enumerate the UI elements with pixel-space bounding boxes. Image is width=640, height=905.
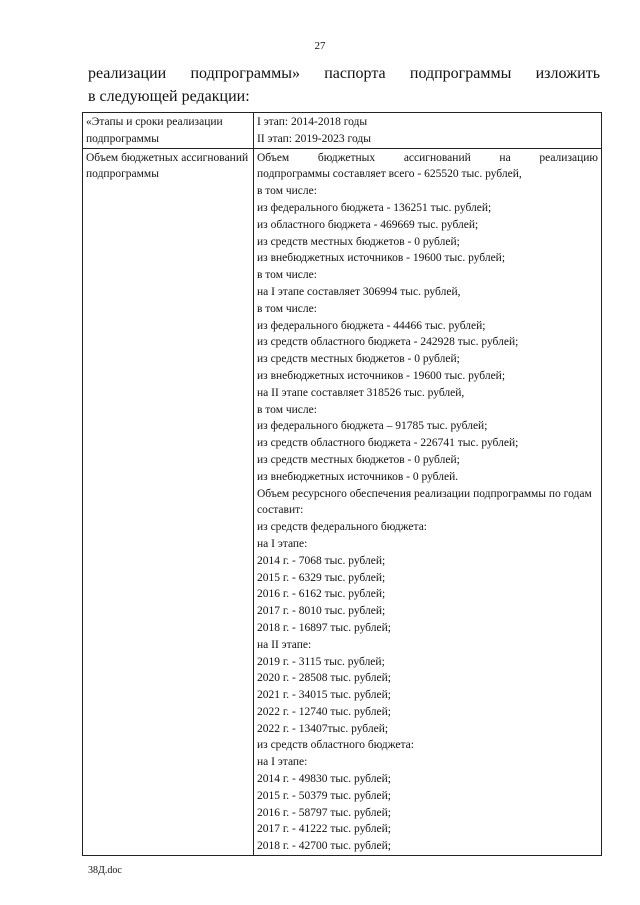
passport-table-container [82, 112, 602, 856]
stage-1: I этап: 2014-2018 годы [257, 116, 368, 128]
budget-line: 2016 г. - 58797 тыс. рублей; [257, 806, 391, 819]
budget-line: из средств местных бюджетов - 0 рублей; [257, 235, 460, 248]
budget-line: из федерального бюджета - 44466 тыс. рублей; [257, 319, 486, 332]
intro-line-1 [88, 62, 600, 85]
budget-line: из средств местных бюджетов - 0 рублей; [257, 453, 460, 466]
budget-line: из средств областного бюджета: [257, 739, 414, 752]
budget-word: бюджетных [317, 151, 376, 164]
stages-value-cell [254, 113, 602, 149]
budget-line: из внебюджетных источников - 19600 тыс. рублей; [257, 369, 506, 382]
budget-label-cell [83, 148, 254, 855]
budget-line: 2022 г. - 13407тыс. рублей; [257, 722, 389, 735]
budget-line: 2015 г. - 6329 тыс. рублей; [257, 571, 386, 584]
budget-word: ассигнований [403, 151, 471, 164]
budget-line: в том числе: [257, 302, 317, 315]
budget-line: 2015 г. - 50379 тыс. рублей; [257, 789, 391, 802]
budget-line: из внебюджетных источников - 19600 тыс. рублей; [257, 252, 506, 265]
budget-line: подпрограммы составляет всего - 625520 тыс. рублей, [257, 168, 522, 181]
footer-filename: 38Д.doc [88, 865, 122, 876]
budget-line: 2018 г. - 16897 тыс. рублей; [257, 621, 391, 634]
intro-word: подпрограммы [409, 65, 512, 82]
stage-2: II этап: 2019-2023 годы [257, 132, 371, 145]
budget-line: 2019 г. - 3115 тыс. рублей; [257, 655, 385, 668]
budget-line: из средств областного бюджета - 242928 тыс. рублей; [257, 336, 519, 349]
budget-word: реализацию [539, 151, 598, 164]
stages-label: «Этапы и сроки реализации подпрограммы [86, 116, 223, 145]
budget-line: на II этапе: [257, 638, 312, 651]
intro-line-2: в следующей редакции: [88, 88, 250, 105]
budget-line: из федерального бюджета – 91785 тыс. рублей; [257, 420, 488, 433]
budget-first-line [257, 150, 598, 167]
budget-line: на II этапе составляет 318526 тыс. рублей, [257, 386, 465, 399]
budget-line: 2017 г. - 41222 тыс. рублей; [257, 823, 391, 836]
budget-line: в том числе: [257, 403, 317, 416]
budget-label: Объем бюджетных ассигнований подпрограммы [86, 151, 249, 181]
intro-word: подпрограммы» [190, 65, 300, 82]
budget-lines [257, 166, 598, 855]
budget-word: на [499, 151, 511, 164]
budget-line: из средств федерального бюджета: [257, 521, 427, 534]
budget-line: из федерального бюджета - 136251 тыс. рублей; [257, 201, 492, 214]
budget-line: 2017 г. - 8010 тыс. рублей; [257, 605, 386, 618]
intro-word: изложить [535, 65, 600, 82]
budget-line: из средств местных бюджетов - 0 рублей; [257, 353, 460, 366]
table-row-stages [83, 113, 602, 149]
budget-line: в том числе: [257, 269, 317, 282]
stages-label-cell [83, 113, 254, 149]
budget-line: на I этапе: [257, 756, 308, 769]
budget-value-cell [254, 148, 602, 855]
budget-line: в том числе: [257, 185, 317, 198]
budget-line: 2020 г. - 28508 тыс. рублей; [257, 672, 391, 685]
budget-line: 2016 г. - 6162 тыс. рублей; [257, 588, 386, 601]
intro-word: паспорта [324, 65, 386, 82]
intro-paragraph [88, 62, 600, 108]
passport-table [82, 112, 602, 856]
budget-line: из внебюджетных источников - 0 рублей. [257, 470, 459, 483]
budget-line: 2014 г. - 49830 тыс. рублей; [257, 773, 391, 786]
budget-line: на I этапе составляет 306994 тыс. рублей, [257, 285, 461, 298]
budget-line: на I этапе: [257, 537, 308, 550]
budget-line: Объем ресурсного обеспечения реализации подпрограммы по годам составит: [257, 487, 592, 517]
intro-word: реализации [88, 65, 167, 82]
table-row-budget [83, 148, 602, 855]
budget-line: 2014 г. - 7068 тыс. рублей; [257, 554, 386, 567]
budget-line: 2022 г. - 12740 тыс. рублей; [257, 705, 391, 718]
page-number: 27 [314, 40, 326, 52]
budget-line: из областного бюджета - 469669 тыс. рублей; [257, 218, 479, 231]
budget-line: 2021 г. - 34015 тыс. рублей; [257, 689, 391, 702]
budget-word: Объем [257, 151, 290, 164]
budget-line: из средств областного бюджета - 226741 тыс. рублей; [257, 437, 519, 450]
budget-line: 2018 г. - 42700 тыс. рублей; [257, 840, 391, 853]
